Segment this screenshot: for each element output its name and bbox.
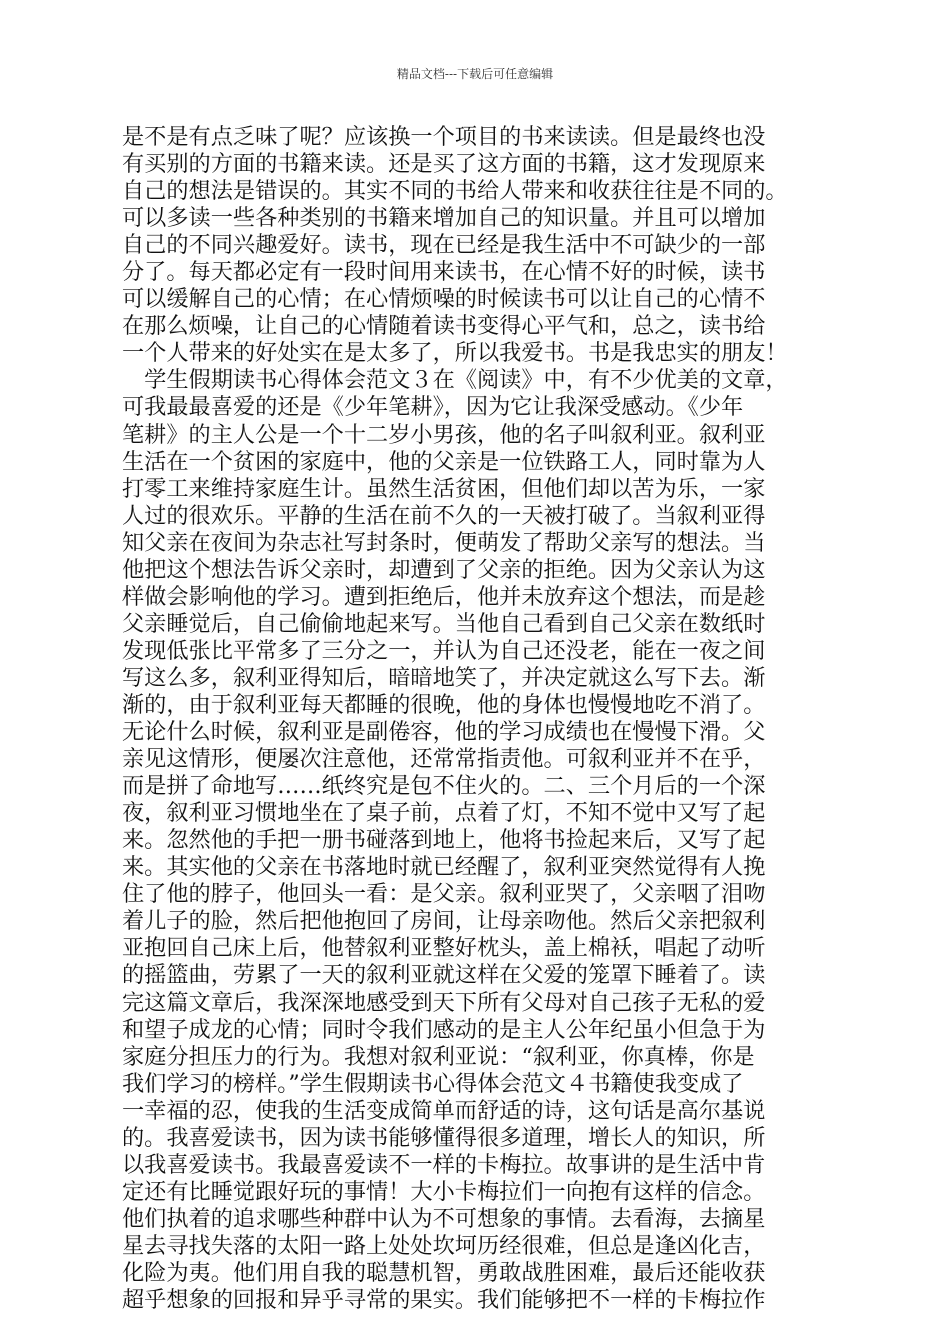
text-line: 星去寻找失落的太阳一路上处处坎坷历经很难，但总是逢凶化吉， (122, 1232, 766, 1259)
text-line: 我们学习的榜样。”学生假期读书心得体会范文４书籍使我变成了 (122, 1070, 744, 1097)
text-line: 发现低张比平常多了三分之一，并认为自己还没老，能在一夜之间 (122, 637, 766, 664)
text-line: 而是拼了命地写……纸终究是包不住火的。二、三个月后的一个深 (122, 773, 766, 800)
text-line: 家庭分担压力的行为。我想对叙利亚说：“叙利亚，你真棒，你是 (122, 1043, 755, 1070)
text-line: 生活在一个贫困的家庭中，他的父亲是一位铁路工人，同时靠为人 (122, 448, 766, 475)
text-line: 分了。每天都必定有一段时间用来读书，在心情不好的时候，读书 (122, 259, 766, 286)
text-line: 他们执着的追求哪些种群中认为不可想象的事情。去看海，去摘星 (122, 1205, 766, 1232)
text-line: 来。其实他的父亲在书落地时就已经醒了，叙利亚突然觉得有人挽 (122, 854, 766, 881)
text-line: 有买别的方面的书籍来读。还是买了这方面的书籍，这才发现原来 (122, 151, 766, 178)
text-line: 化险为夷。他们用自我的聪慧机智，勇敢战胜困难，最后还能收获 (122, 1259, 766, 1286)
text-line: 可以多读一些各种类别的书籍来增加自己的知识量。并且可以增加 (122, 205, 766, 232)
text-line: 无论什么时候，叙利亚是副倦容，他的学习成绩也在慢慢下滑。父 (122, 719, 766, 746)
text-line: 写这么多，叙利亚得知后，暗暗地笑了，并决定就这么写下去。渐 (122, 664, 766, 691)
text-line: 住了他的脖子，他回头一看：是父亲。叙利亚哭了，父亲咽了泪吻 (122, 881, 766, 908)
text-line: 父亲睡觉后，自己偷偷地起来写。当他自己看到自己父亲在数纸时 (122, 610, 766, 637)
text-line: 超乎想象的回报和异乎寻常的果实。我们能够把不一样的卡梅拉作 (122, 1287, 766, 1314)
text-line: 是不是有点乏味了呢？应该换一个项目的书来读读。但是最终也没 (122, 124, 766, 150)
page-header: 精品文档---下载后可任意编辑 (396, 67, 554, 81)
text-line: 知父亲在夜间为杂志社写封条时，便萌发了帮助父亲写的想法。当 (122, 529, 766, 556)
text-line: 完这篇文章后，我深深地感受到天下所有父母对自己孩子无私的爱 (122, 989, 766, 1016)
text-line: 亚抱回自己床上后，他替叙利亚整好枕头，盖上棉袄，唱起了动听 (122, 935, 766, 962)
text-line: 着儿子的脸，然后把他抱回了房间，让母亲吻他。然后父亲把叙利 (122, 908, 766, 935)
text-line: 定还有比睡觉跟好玩的事情！大小卡梅拉们一向抱有这样的信念。 (122, 1178, 766, 1205)
text-line: 以我喜爱读书。我最喜爱读不一样的卡梅拉。故事讲的是生活中肯 (122, 1151, 766, 1178)
text-line: 的。我喜爱读书，因为读书能够懂得很多道理，增长人的知识，所 (122, 1124, 766, 1151)
text-line: 他把这个想法告诉父亲时，却遭到了父亲的拒绝。因为父亲认为这 (122, 556, 766, 583)
text-line: 和望子成龙的心情；同时令我们感动的是主人公年纪虽小但急于为 (122, 1016, 766, 1043)
text-line: 亲见这情形，便屡次注意他，还常常指责他。可叙利亚并不在乎， (122, 746, 766, 773)
text-line: 可我最最喜爱的还是《少年笔耕》，因为它让我深受感动。《少年 (122, 394, 744, 421)
text-line: 一幸福的忍，使我的生活变成简单而舒适的诗，这句话是高尔基说 (122, 1097, 766, 1124)
text-line: 自己的不同兴趣爱好。读书，现在已经是我生活中不可缺少的一部 (122, 232, 766, 259)
text-line: 可以缓解自己的心情；在心情烦噪的时候读书可以让自己的心情不 (122, 286, 766, 313)
text-line: 样做会影响他的学习。遭到拒绝后，他并未放弃这个想法，而是趁 (122, 583, 766, 610)
text-line: 渐的，由于叙利亚每天都睡的很晚，他的身体也慢慢地吃不消了。 (122, 691, 766, 718)
text-line: 来。忽然他的手把一册书碰落到地上，他将书捡起来后，又写了起 (122, 827, 766, 854)
text-line: 学生假期读书心得体会范文３在《阅读》中，有不少优美的文章， (122, 367, 788, 394)
text-line: 自己的想法是错误的。其实不同的书给人带来和收获往往是不同的。 (122, 178, 788, 205)
text-line: 的摇篮曲，劳累了一天的叙利亚就这样在父爱的笼罩下睡着了。读 (122, 962, 766, 989)
text-line: 夜，叙利亚习惯地坐在了桌子前，点着了灯，不知不觉中又写了起 (122, 800, 766, 827)
text-line: 人过的很欢乐。平静的生活在前不久的一天被打破了。当叙利亚得 (122, 502, 766, 529)
text-line: 打零工来维持家庭生计。虽然生活贫困，但他们却以苦为乐，一家 (122, 475, 766, 502)
text-line: 在那么烦噪，让自己的心情随着读书变得心平气和，总之，读书给 (122, 313, 766, 340)
text-line: 笔耕》的主人公是一个十二岁小男孩，他的名子叫叙利亚。叙利亚 (122, 421, 766, 448)
body-text (122, 124, 840, 1314)
text-line: 一个人带来的好处实在是太多了，所以我爱书。书是我忠实的朋友！ (122, 340, 788, 367)
